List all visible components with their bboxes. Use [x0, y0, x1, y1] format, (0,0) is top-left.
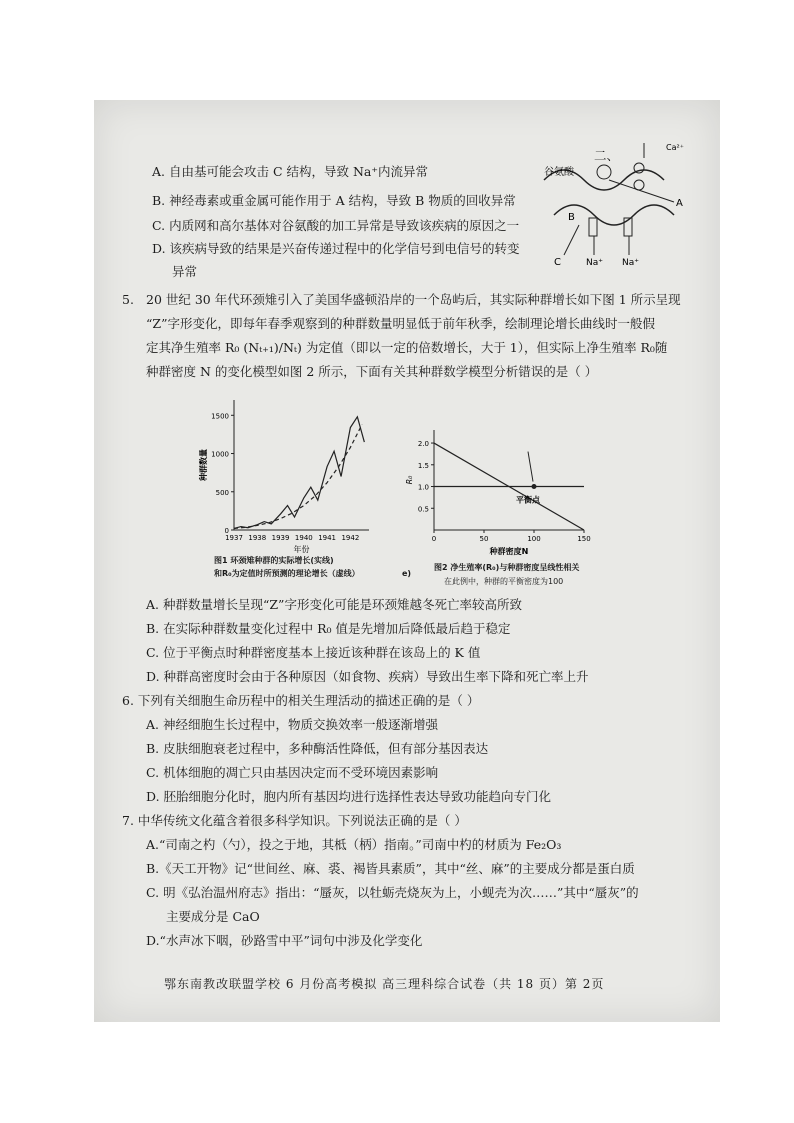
- figure-2-chart: [404, 420, 594, 560]
- fig2-y-tick-label: 2.0: [417, 440, 429, 449]
- q4-option-d-cont: 异常: [172, 264, 198, 279]
- q5-stem-1: 20 世纪 30 年代环颈雉引入了美国华盛顿沿岸的一个岛屿后，其实际种群增长如下图 1 所示呈现: [146, 292, 681, 307]
- figure-1-chart: [194, 390, 374, 560]
- q4-option-b: B. 神经毒素或重金属可能作用于 A 结构，导致 B 物质的回收异常: [152, 193, 516, 208]
- fig1-x-tick-label: 1942: [341, 534, 360, 542]
- fig1-y-tick-label: 1000: [211, 450, 229, 459]
- figure-1-caption-2b: e): [402, 569, 412, 578]
- q7-option-a: A.“司南之杓（勺），投之于地，其柢（柄）指南。”司南中杓的材质为 Fe₂O₃: [146, 837, 562, 852]
- fig2-equilibrium-point: [532, 484, 537, 489]
- q7-option-b: B.《天工开物》记“世间丝、麻、裘、褐皆具素质”，其中“丝、麻”的主要成分都是蛋白质: [146, 861, 635, 876]
- figure-2-caption-1: 图2 净生殖率(R₀)与种群密度呈线性相关: [434, 563, 580, 572]
- fig1-x-tick-label: 1938: [248, 534, 267, 542]
- fig1-y-label: 种群数量: [199, 449, 208, 481]
- q5-stem-2: “Z”字形变化，即每年春季观察到的种群数量明显低于前年秋季，绘制理论增长曲线时一般假: [146, 316, 655, 331]
- synapse-diagram: [534, 140, 694, 270]
- q4-option-d: D. 该疾病导致的结果是兴奋传递过程中的化学信号到电信号的转变: [152, 241, 520, 256]
- q7-option-c-cont: 主要成分是 CaO: [166, 909, 260, 924]
- page-footer: 鄂东南教改联盟学校 6 月份高考模拟 高三理科综合试卷（共 18 页）第 2页: [164, 977, 605, 991]
- exam-page-photo: [94, 100, 720, 1022]
- q4-option-c: C. 内质网和高尔基体对谷氨酸的加工异常是导致该疾病的原因之一: [152, 218, 520, 233]
- figure-2-caption-2: 在此例中，种群的平衡密度为100: [444, 577, 564, 586]
- label-c: C: [554, 257, 561, 268]
- q6-option-b: B. 皮肤细胞衰老过程中，多种酶活性降低，但有部分基因表达: [146, 741, 489, 756]
- fig2-x-tick-label: 150: [577, 535, 591, 543]
- q6-option-d: D. 胚胎细胞分化时，胞内所有基因均进行选择性表达导致功能趋向专门化: [146, 789, 552, 804]
- header-fragment: 二、: [594, 148, 620, 163]
- fig1-x-tick-label: 1941: [318, 534, 337, 542]
- fig2-x-label: 种群密度N: [489, 547, 529, 556]
- fig2-y-label: R₀: [405, 475, 414, 485]
- label-na-2: Na⁺: [622, 258, 639, 268]
- q7-stem: 7. 中华传统文化蕴含着很多科学知识。下列说法正确的是（ ）: [122, 813, 467, 828]
- figure-1-caption-1: 图1 环颈雉种群的实际增长(实线): [214, 556, 334, 565]
- q5-stem-3: 定其净生殖率 R₀ (Nₜ₊₁)/Nₜ) 为定值（即以一定的倍数增长，大于 1），但实际上净生殖率 R₀随: [146, 340, 668, 355]
- q6-stem: 6. 下列有关细胞生命历程中的相关生理活动的描述正确的是（ ）: [122, 693, 480, 708]
- q5-option-d: D. 种群高密度时会由于各种原因（如食物、疾病）导致出生率下降和死亡率上升: [146, 669, 589, 684]
- label-a: A: [676, 198, 683, 209]
- fig2-arrow: [528, 452, 533, 482]
- fig1-y-tick-label: 0: [224, 527, 229, 535]
- q7-option-c: C. 明《弘治温州府志》指出：“蜃灰，以牡蛎壳烧灰为上，小蚬壳为次……”其中“蜃灰”的: [146, 885, 639, 900]
- fig1-x-label: 年份: [293, 545, 310, 554]
- glutamate-label: 谷氨酸: [544, 167, 574, 178]
- fig1-y-tick-label: 500: [215, 488, 229, 497]
- q5-option-a: A. 种群数量增长呈现“Z”字形变化可能是环颈雉越冬死亡率较高所致: [146, 597, 522, 612]
- fig2-y-tick-label: 0.5: [417, 505, 429, 514]
- fig2-x-tick-label: 0: [431, 535, 437, 543]
- q5-option-b: B. 在实际种群数量变化过程中 R₀ 值是先增加后降低最后趋于稳定: [146, 621, 511, 636]
- q5-stem-4: 种群密度 N 的变化模型如图 2 所示，下面有关其种群数学模型分析错误的是（ ）: [146, 364, 598, 379]
- q5-option-c: C. 位于平衡点时种群密度基本上接近该种群在该岛上的 K 值: [146, 645, 481, 660]
- q5-number: 5.: [122, 292, 134, 307]
- label-b: B: [568, 212, 575, 223]
- fig1-actual-line: [234, 417, 364, 529]
- fig2-y-tick-label: 1.5: [417, 461, 429, 470]
- ion-label: Ca²⁺: [666, 143, 684, 152]
- fig2-y-tick-label: 1.0: [417, 483, 429, 492]
- fig1-x-tick-label: 1940: [294, 534, 313, 542]
- figure-1-caption-2: 和R₀为定值时所预测的理论增长（虚线）: [214, 569, 360, 578]
- fig1-x-tick-label: 1937: [225, 534, 243, 542]
- fig2-x-tick-label: 50: [479, 535, 489, 543]
- q4-option-a: A. 自由基可能会攻击 C 结构，导致 Na⁺内流异常: [152, 164, 428, 179]
- q7-option-d: D.“水声冰下咽，砂路雪中平”词句中涉及化学变化: [146, 933, 423, 948]
- q6-option-a: A. 神经细胞生长过程中，物质交换效率一般逐渐增强: [146, 717, 438, 732]
- fig1-y-tick-label: 1500: [211, 412, 229, 421]
- fig1-theoretical-line: [234, 424, 362, 528]
- label-na-1: Na⁺: [586, 258, 603, 268]
- fig2-equilibrium-label: 平衡点: [516, 495, 540, 505]
- q6-option-c: C. 机体细胞的凋亡只由基因决定而不受环境因素影响: [146, 765, 439, 780]
- fig1-x-tick-label: 1939: [271, 534, 290, 542]
- fig2-x-tick-label: 100: [527, 535, 541, 543]
